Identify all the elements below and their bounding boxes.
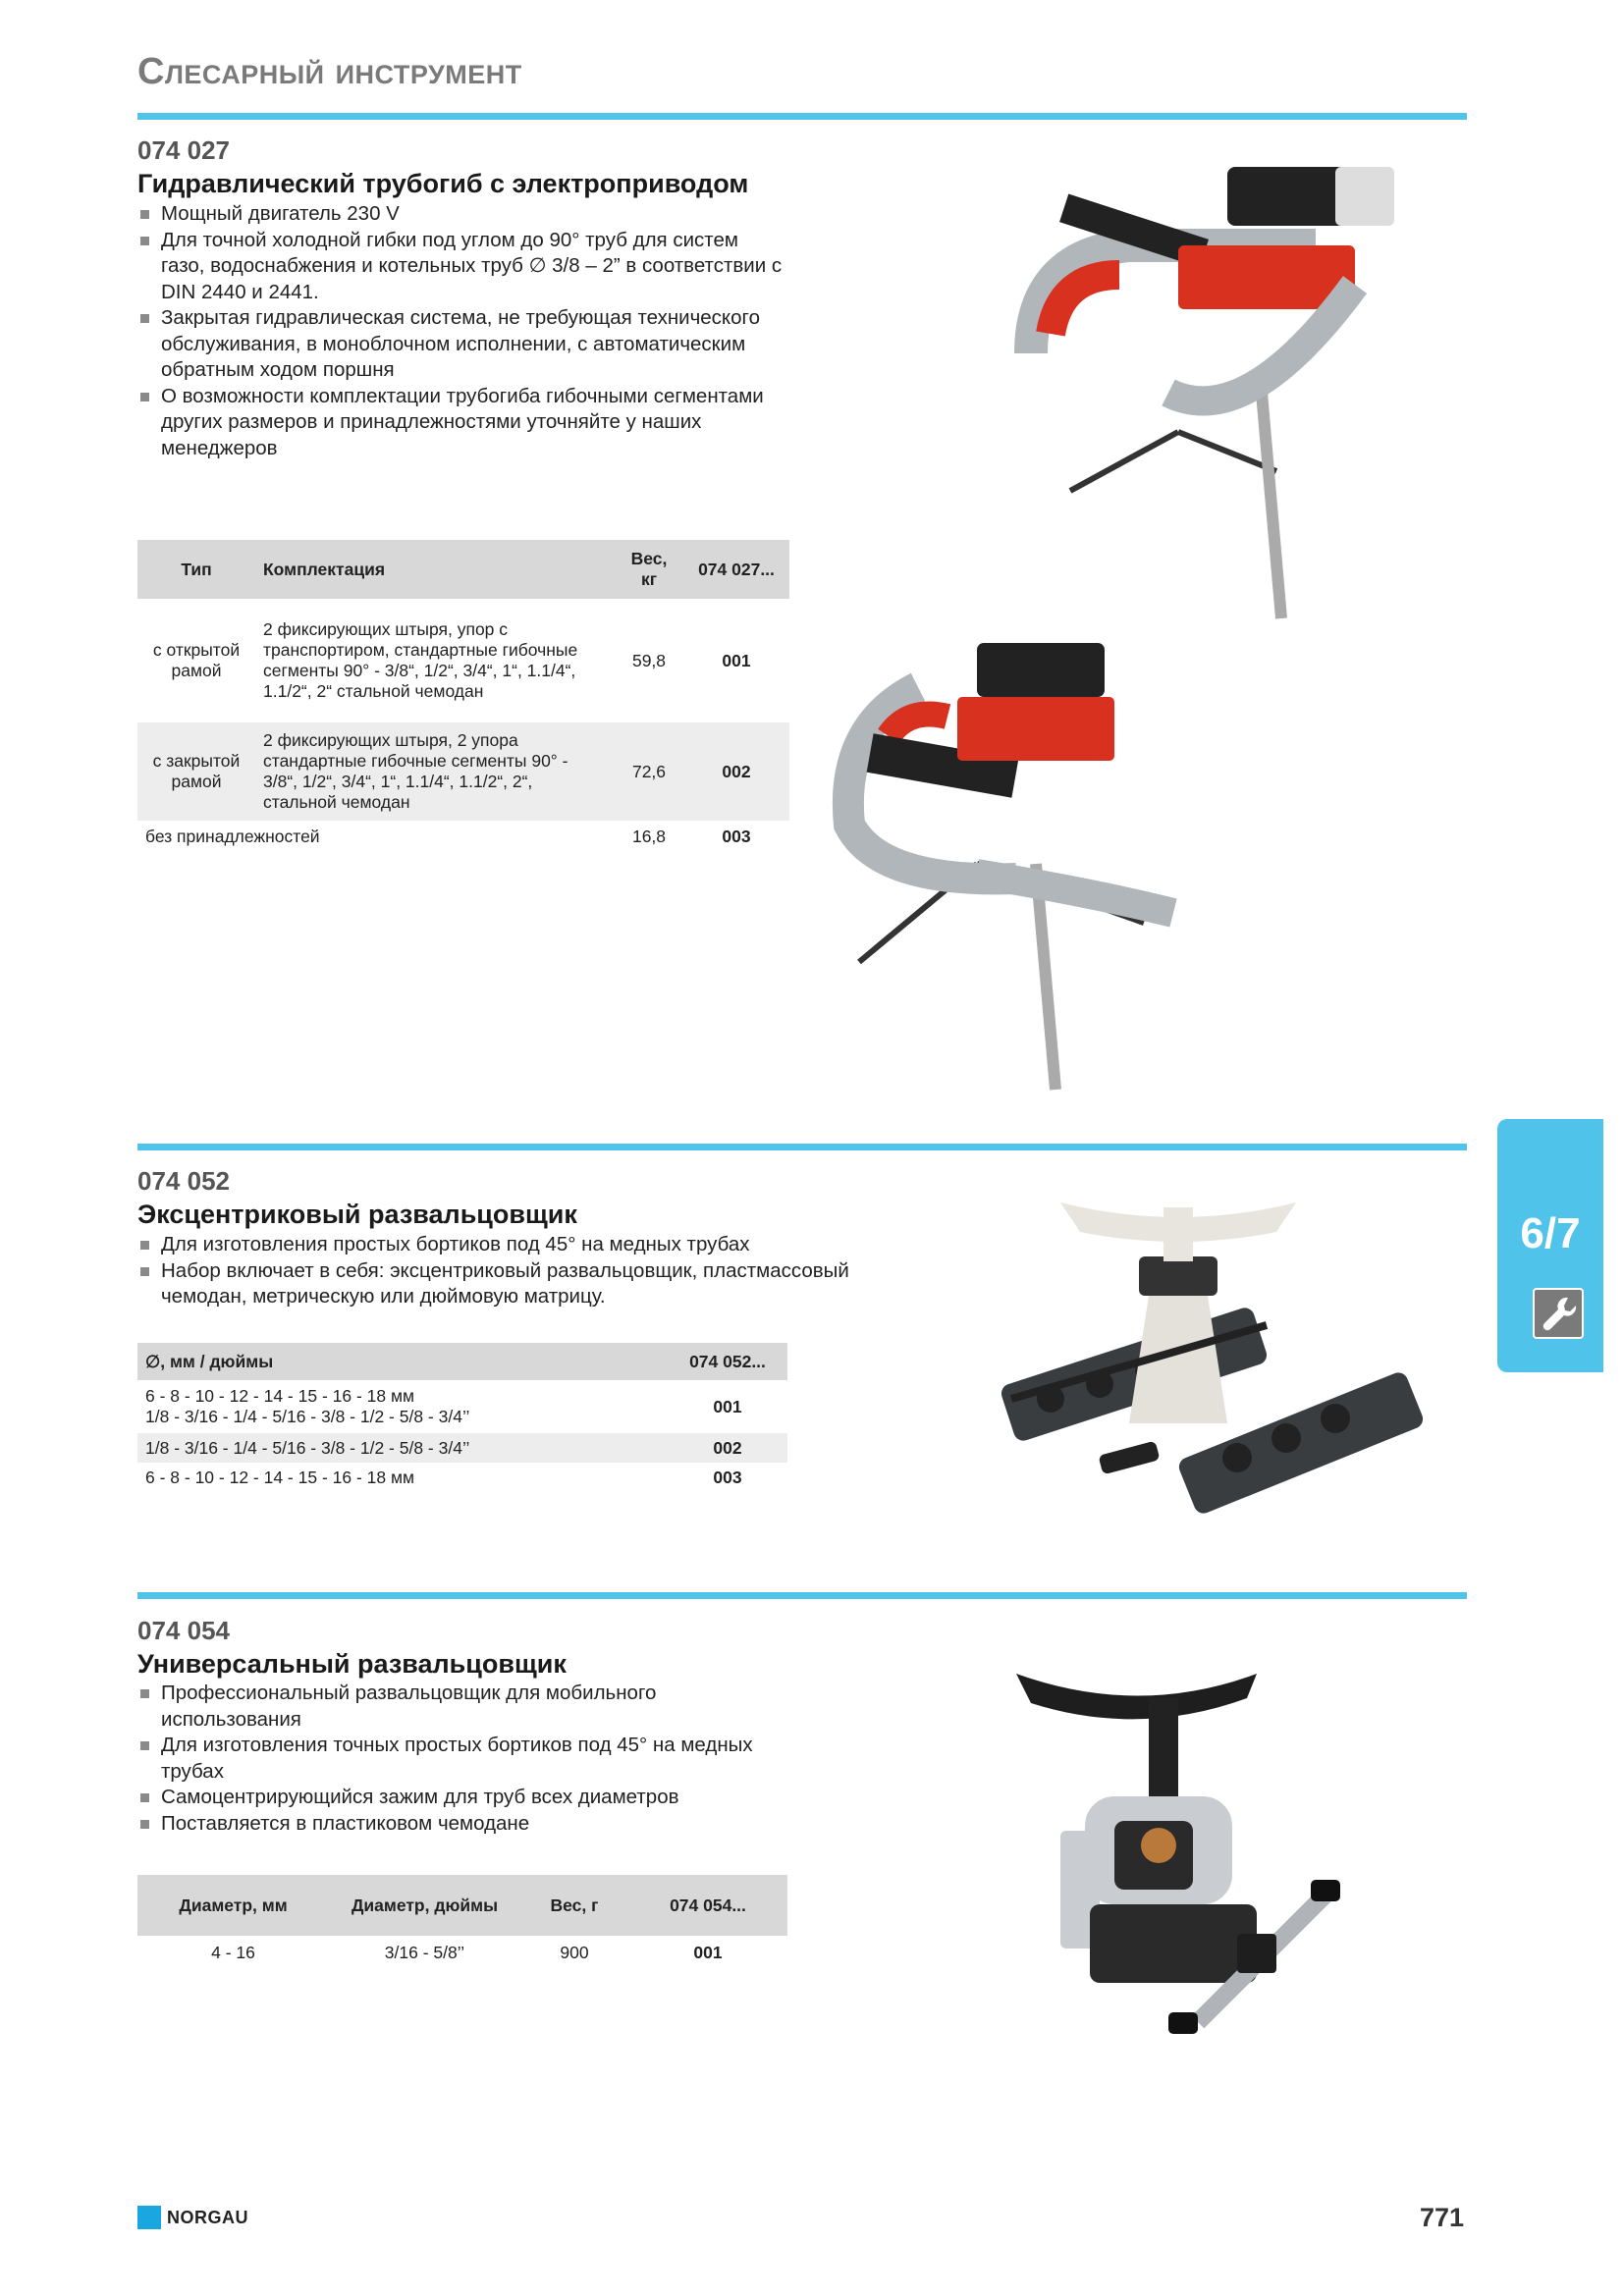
section-divider: [137, 1144, 1467, 1150]
spec-table-3: [137, 1875, 787, 1969]
table-cell: 002: [668, 1433, 787, 1463]
product-title-3: Универсальный развальцовщик: [137, 1649, 567, 1679]
feature-list-3: [137, 1681, 766, 1837]
brand-name: NORGAU: [167, 2207, 248, 2227]
table-cell: 900: [560, 1942, 589, 1962]
header-divider: [137, 113, 1467, 120]
table-cell: 001: [722, 650, 751, 670]
table-cell: 1/8 - 3/16 - 1/4 - 5/16 - 3/8 - 1/2 - 5/8 - 3/4’’: [137, 1433, 668, 1463]
table-cell: 16,8: [631, 826, 667, 846]
brand-logo: [137, 2206, 248, 2229]
list-item: Профессиональный развальцовщик для мобильного использования: [137, 1681, 766, 1733]
table-header: Вес, г: [520, 1875, 628, 1936]
table-cell: с открытой рамой: [152, 640, 241, 680]
product-code-3: 074 054: [137, 1616, 230, 1645]
table-cell: 003: [713, 1467, 742, 1487]
spec-table-2: [137, 1343, 787, 1492]
table-cell: 001: [713, 1396, 742, 1416]
section-title: Слесарный инструмент: [137, 51, 522, 92]
table-cell: без принадлежностей: [145, 826, 320, 846]
table-row: [137, 722, 789, 821]
table-cell: 72,6: [615, 722, 683, 821]
table-cell: 6 - 8 - 10 - 12 - 14 - 15 - 16 - 18 мм 1/8 - 3/16 - 1/4 - 5/16 - 3/8 - 1/2 - 5/8 - 3/4’’: [145, 1386, 470, 1426]
product-code-2: 074 052: [137, 1166, 230, 1196]
logo-square-icon: [137, 2206, 161, 2229]
table-header: ∅, мм / дюймы: [137, 1343, 668, 1380]
table-row: [137, 1936, 787, 1969]
table-cell: 59,8: [631, 650, 667, 670]
feature-list-1: [137, 201, 785, 461]
list-item: Для изготовления точных простых бортиков под 45° на медных трубах: [137, 1733, 766, 1785]
table-row: [137, 599, 789, 722]
table-cell: 3/16 - 5/8’’: [384, 1942, 465, 1962]
table-cell: с закрытой рамой: [137, 722, 255, 821]
wrench-icon: [1533, 1288, 1584, 1339]
table-header: 074 054...: [628, 1875, 787, 1936]
table-header: 074 027...: [683, 540, 789, 599]
table-cell: 2 фиксирующих штыря, 2 упора стандартные гибочные сегменты 90° - 3/8“, 1/2“, 3/4“, 1“, 1.1/4“, 1.1/2“, 2“, стальной чемодан: [255, 722, 615, 821]
universal-flaring-tool-image: [1011, 1659, 1404, 2071]
table-row: [137, 1433, 787, 1463]
table-header: Тип: [137, 540, 255, 599]
table-row: [137, 1380, 787, 1433]
list-item: Поставляется в пластиковом чемодане: [137, 1811, 766, 1838]
table-row: [137, 821, 789, 852]
table-row: [137, 1463, 787, 1492]
product-title-1: Гидравлический трубогиб с электроприводом: [137, 169, 749, 198]
list-item: Закрытая гидравлическая система, не требующая технического обслуживания, в моноблочном исполнении, с автоматическим обратным ходом поршня: [137, 305, 785, 384]
table-cell: 003: [722, 826, 751, 846]
spec-table-1: [137, 540, 789, 852]
list-item: Для изготовления простых бортиков под 45° на медных трубах: [137, 1232, 884, 1258]
list-item: О возможности комплектации трубогиба гибочными сегментами других размеров и принадлежностями уточняйте у наших менеджеров: [137, 384, 785, 462]
table-header: Диаметр, мм: [137, 1875, 329, 1936]
pipe-bender-closed-frame-image: [820, 628, 1252, 1099]
table-header: 074 052...: [668, 1343, 787, 1380]
section-divider: [137, 1592, 1467, 1599]
list-item: Самоцентрирующийся зажим для труб всех диаметров: [137, 1785, 766, 1811]
page-number: 771: [1420, 2203, 1465, 2232]
table-cell: 001: [693, 1942, 723, 1962]
product-code-1: 074 027: [137, 135, 230, 165]
table-cell: 4 - 16: [211, 1942, 255, 1962]
table-header: Диаметр, дюймы: [329, 1875, 520, 1936]
list-item: Набор включает в себя: эксцентриковый развальцовщик, пластмассовый чемодан, метрическую или дюймовую матрицу.: [137, 1258, 884, 1310]
chapter-tab-label: 6/7: [1520, 1209, 1581, 1257]
table-cell: 6 - 8 - 10 - 12 - 14 - 15 - 16 - 18 мм: [145, 1467, 415, 1487]
list-item: Мощный двигатель 230 V: [137, 201, 785, 228]
list-item: Для точной холодной гибки под углом до 90° труб для систем газо, водоснабжения и котельных труб ∅ 3/8 – 2” в соответствии с DIN 2440 и 2441.: [137, 228, 785, 306]
eccentric-flaring-tool-image: [992, 1188, 1424, 1551]
feature-list-2: [137, 1232, 884, 1310]
table-cell: 002: [683, 722, 789, 821]
product-title-2: Эксцентриковый развальцовщик: [137, 1200, 577, 1229]
pipe-bender-open-frame-image: [1001, 137, 1473, 687]
table-cell: 2 фиксирующих штыря, упор с транспортиром, стандартные гибочные сегменты 90° - 3/8“, 1/2“, 3/4“, 1“, 1.1/4“, 1.1/2“, 2“ стальной чемодан: [263, 619, 578, 701]
table-header: Комплектация: [255, 540, 615, 599]
table-header: Вес, кг: [615, 540, 683, 599]
